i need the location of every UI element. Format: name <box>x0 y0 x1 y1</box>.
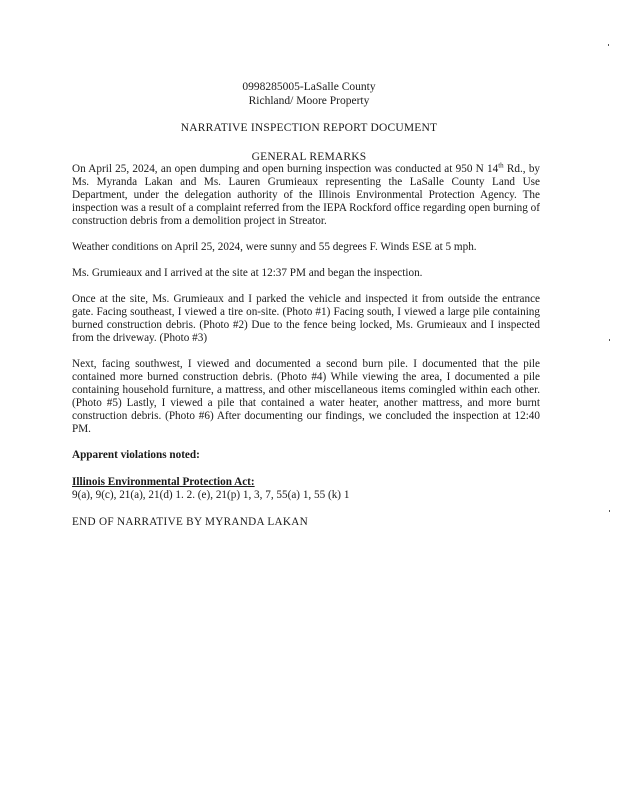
document-header <box>0 80 618 108</box>
scan-mark <box>609 339 610 341</box>
violated-sections: 9(a), 9(c), 21(a), 21(d) 1. 2. (e), 21(p) 1, 3, 7, 55(a) 1, 55 (k) 1 <box>72 489 350 501</box>
section-heading: GENERAL REMARKS <box>251 151 367 163</box>
report-title: NARRATIVE INSPECTION REPORT DOCUMENT <box>180 122 438 134</box>
intro-text-start: On April 25, 2024, an open dumping and open burning inspection was conducted at 950 N 14 <box>72 163 499 175</box>
property-name: Richland/ Moore Property <box>248 95 370 107</box>
violations-label: Apparent violations noted: <box>72 449 200 461</box>
ordinal-suffix: th <box>498 161 504 170</box>
site-paragraph: Once at the site, Ms. Grumieaux and I parked the vehicle and inspected it from outside the entrance gate. Facing southeast, I viewed a tire on-site. (Photo #1) Facing south, I viewed a large pile containing burned construction debris. (Photo #2) Due to the fence being locked, Ms. Grumieaux and I inspected from the driveway. (Photo #3) <box>72 293 540 344</box>
intro-paragraph <box>72 163 540 228</box>
intro-text-end: Rd., by Ms. Myranda Lakan and Ms. Lauren Grumieaux representing the LaSalle County Land Use Department, under the delegation authority of the Illinois Environmental Protection Agency. The inspection was a result of a complaint referred from the IEPA Rockford office regarding open burning of construction debris from a demolition project in Streator. <box>72 163 541 227</box>
act-name: Illinois Environmental Protection Act: <box>72 476 255 488</box>
arrival-paragraph: Ms. Grumieaux and I arrived at the site at 12:37 PM and began the inspection. <box>72 267 423 279</box>
scan-mark <box>609 510 610 512</box>
report-body <box>72 163 540 529</box>
end-of-narrative: END OF NARRATIVE BY MYRANDA LAKAN <box>72 516 309 528</box>
case-id: 0998285005-LaSalle County <box>242 81 376 93</box>
scan-mark <box>608 44 609 46</box>
weather-paragraph: Weather conditions on April 25, 2024, were sunny and 55 degrees F. Winds ESE at 5 mph. <box>72 241 477 253</box>
findings-paragraph: Next, facing southwest, I viewed and documented a second burn pile. I documented that the pile contained more burned construction debris. (Photo #4) While viewing the area, I documented a pile containing household furniture, a mattress, and other miscellaneous items comingled within each other. (Photo #5) Lastly, I viewed a pile that contained a water heater, another mattress, and more burnt construction debris. (Photo #6) After documenting our findings, we concluded the inspection at 12:40 PM. <box>72 358 540 435</box>
